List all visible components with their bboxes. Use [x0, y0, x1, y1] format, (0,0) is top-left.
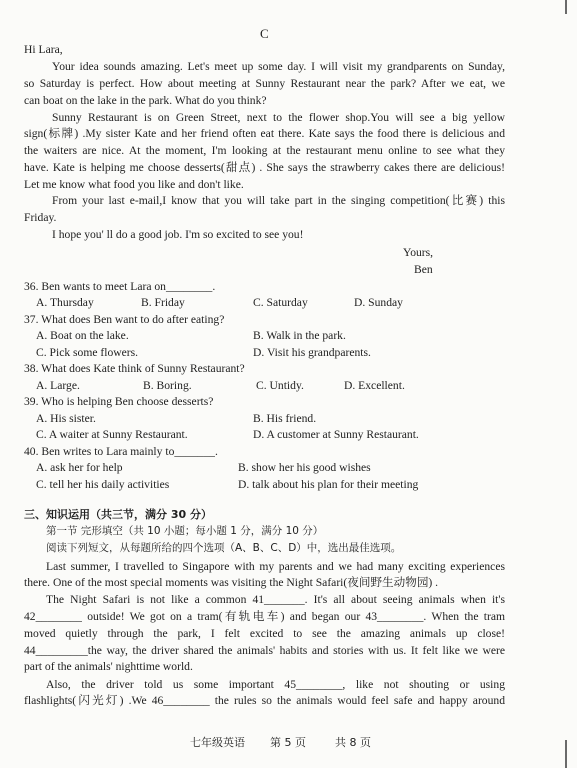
question-stem: 37. What does Ben want to do after eating?: [24, 313, 225, 326]
option-b[interactable]: B. His friend.: [253, 412, 317, 425]
question-stem: 36. Ben wants to meet Lara on________.: [24, 280, 216, 293]
section-subheading: 第一节 完形填空（共 10 小题；每小题 1 分，满分 10 分）: [46, 525, 324, 537]
option-b[interactable]: B. Boring.: [143, 379, 192, 392]
question-stem: 38. What does Kate think of Sunny Restaurant?: [24, 362, 245, 375]
footer-total-pages: 共 8 页: [335, 736, 371, 749]
option-a[interactable]: A. His sister.: [36, 412, 96, 425]
option-a[interactable]: A. Thursday: [36, 296, 94, 309]
footer-page-number: 第 5 页: [270, 736, 306, 749]
option-b[interactable]: B. Walk in the park.: [253, 329, 346, 342]
section-letter: C: [260, 26, 269, 41]
letter-line: Let me know what food you like and don't like.: [24, 178, 244, 191]
option-c[interactable]: C. A waiter at Sunny Restaurant.: [36, 428, 188, 441]
option-b[interactable]: B. show her his good wishes: [238, 461, 371, 474]
cloze-line: The Night Safari is not like a common 41_______. It's all about seeing animals when it's: [46, 593, 505, 606]
option-c[interactable]: C. Untidy.: [256, 379, 304, 392]
letter-line: Friday.: [24, 211, 57, 224]
option-a[interactable]: A. Boat on the lake.: [36, 329, 129, 342]
option-c[interactable]: C. tell her his daily activities: [36, 478, 170, 491]
letter-greeting: Hi Lara,: [24, 43, 63, 56]
cloze-line: Last summer, I travelled to Singapore with my parents and we had many exciting experiences: [46, 560, 505, 573]
option-c[interactable]: C. Saturday: [253, 296, 308, 309]
cloze-line: Also, the driver told us some important 45________, like not shouting or using: [46, 678, 505, 691]
section-instruction: 阅读下列短文，从每题所给的四个选项（A、B、C、D）中，选出最佳选项。: [46, 542, 402, 554]
cloze-line: 44_________the way, the driver shared the animals' habits and stories with us. It felt like we were: [24, 644, 505, 657]
option-d[interactable]: D. Excellent.: [344, 379, 405, 392]
option-d[interactable]: D. A customer at Sunny Restaurant.: [253, 428, 419, 441]
cloze-line: flashlights(闪光灯) .We 46________ the rules so the animals would feel safe and happy around: [24, 694, 505, 707]
option-a[interactable]: A. Large.: [36, 379, 80, 392]
letter-line: have. Kate is helping me choose desserts(甜点) . She says the strawberry cakes there are delicious!: [24, 161, 505, 174]
letter-line: Your idea sounds amazing. Let's meet up some day. I will visit my grandparents on Sunday,: [52, 60, 505, 73]
footer-subject: 七年级英语: [190, 736, 245, 749]
cloze-line: moved quietly through the park, I felt excited to see the amazing animals up close!: [24, 627, 505, 640]
option-d[interactable]: D. Sunday: [354, 296, 403, 309]
letter-line: From your last e-mail,I know that you will take part in the singing competition(比赛) this: [52, 194, 505, 207]
question-stem: 39. Who is helping Ben choose desserts?: [24, 395, 214, 408]
letter-line: Sunny Restaurant is on Green Street, next to the flower shop.You will see a big yellow: [52, 111, 505, 124]
letter-line: I hope you' ll do a good job. I'm so excited to see you!: [52, 228, 304, 241]
section-heading: 三、知识运用（共三节，满分 30 分）: [24, 508, 212, 521]
cloze-line: there. One of the most special moments was visiting the Night Safari(夜间野生动物园) .: [24, 576, 439, 589]
letter-closing: Yours,: [403, 246, 434, 259]
letter-line: can boat on the lake in the park. What do you think?: [24, 94, 267, 107]
letter-line: so Saturday is perfect. How about meeting at Sunny Restaurant near the park? After we eat, we: [24, 77, 505, 90]
option-b[interactable]: B. Friday: [141, 296, 185, 309]
option-a[interactable]: A. ask her for help: [36, 461, 123, 474]
option-d[interactable]: D. talk about his plan for their meeting: [238, 478, 419, 491]
cloze-line: part of the animals' nighttime world.: [24, 660, 193, 673]
scan-edge-mark: [565, 0, 567, 14]
letter-signature: Ben: [414, 263, 433, 276]
letter-line: sign(标牌) .My sister Kate and her friend often eat there. Kate says the food there is delicious and: [24, 127, 505, 140]
cloze-line: 42________ outside! We got on a tram(有轨电车) and began our 43________. When the tram: [24, 610, 505, 623]
question-stem: 40. Ben writes to Lara mainly to_______.: [24, 445, 218, 458]
scan-edge-mark: [565, 740, 567, 768]
option-c[interactable]: C. Pick some flowers.: [36, 346, 139, 359]
letter-line: the waiters are nice. At the moment, I'm looking at the restaurant menu online to see what they: [24, 144, 505, 157]
option-d[interactable]: D. Visit his grandparents.: [253, 346, 371, 359]
